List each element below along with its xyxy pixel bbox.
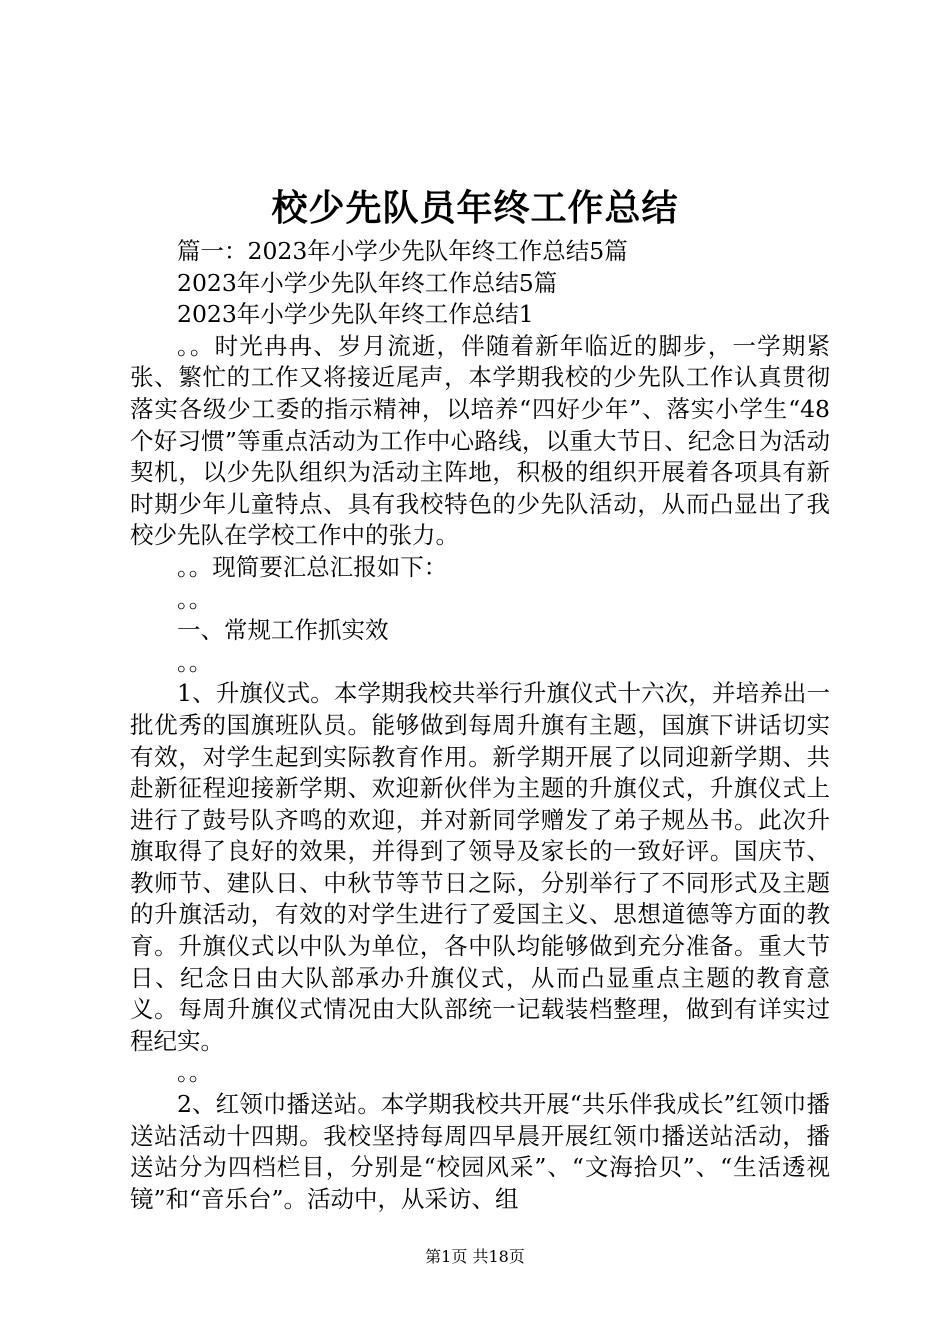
document-body <box>130 236 830 1215</box>
paragraph-subtitle: 2023年小学少先队年终工作总结5篇 <box>177 268 558 297</box>
paragraph-section-label: 2023年小学少先队年终工作总结1 <box>177 300 534 329</box>
paragraph-intro: 。。时光冉冉、岁月流逝，伴随着新年临近的脚步，一学期紧张、繁忙的工作又将接近尾声，本学期我校的少先队工作认真贯彻落实各级少工委的指示精神，以培养“四好少年”、落实小学生“48个好习惯”等重点活动为工作中心路线，以重大节日、纪念日为活动契机，以少先队组织为活动主阵地，积极的组织开展着各项具有新时期少年儿童特点、具有我校特色的少先队活动，从而凸显出了我校少先队在学校工作中的张力。 <box>130 331 830 550</box>
paragraph-report-lead: 。。现简要汇总汇报如下： <box>177 552 448 581</box>
paragraph-chapter-heading: 篇一：2023年小学少先队年终工作总结5篇 <box>177 237 628 265</box>
paragraph-flag-ceremony: 1、升旗仪式。本学期我校共举行升旗仪式十六次，并培养出一批优秀的国旗班队员。能够做到每周升旗有主题，国旗下讲话切实有效，对学生起到实际教育作用。新学期开展了以同迎新学期、共赴新征程迎接新学期、欢迎新伙伴为主题的升旗仪式，升旗仪式上进行了鼓号队齐鸣的欢迎，并对新同学赠发了弟子规丛书。此次升旗取得了良好的效果，并得到了领导及家长的一致好评。国庆节、教师节、建队日、中秋节等节日之际，分别举行了不同形式及主题的升旗活动，有效的对学生进行了爱国主义、思想道德等方面的教育。升旗仪式以中队为单位，各中队均能够做到充分准备。重大节日、纪念日由大队部承办升旗仪式，从而凸显重点主题的教育意义。每周升旗仪式情况由大队部统一记载装档整理，做到有详实过程纪实。 <box>130 679 830 1055</box>
page-number-footer: 第1页 共18页 <box>425 1247 525 1266</box>
paragraph-separator: 。。 <box>177 647 213 676</box>
paragraph-separator: 。。 <box>177 584 213 613</box>
section-heading-routine-work: 一、常规工作抓实效 <box>177 616 389 645</box>
document-title: 校少先队员年终工作总结 <box>271 187 679 229</box>
paragraph-separator: 。。 <box>177 1058 213 1087</box>
paragraph-broadcast-station: 2、红领巾播送站。本学期我校共开展“共乐伴我成长”红领巾播送站活动十四期。我校坚持每周四早晨开展红领巾播送站活动，播送站分为四档栏目，分别是“校园风采”、“文海拾贝”、“生活透视镜”和“音乐台”。活动中，从采访、组 <box>130 1090 830 1213</box>
